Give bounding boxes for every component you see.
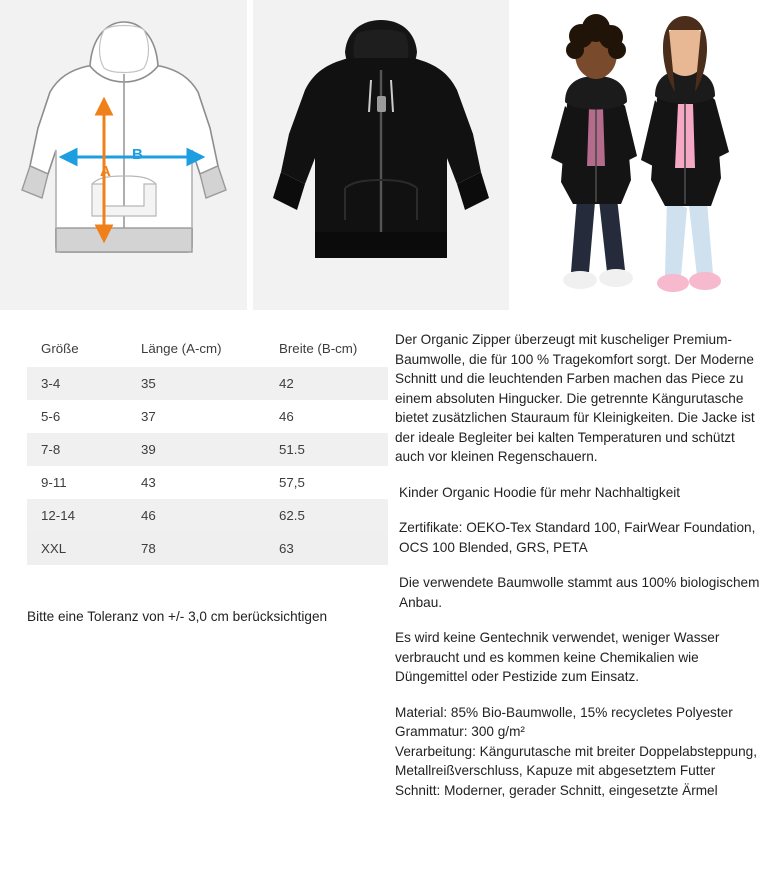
size-table-header-length: Länge (A-cm) xyxy=(127,330,265,367)
table-row xyxy=(27,466,388,499)
cell-length: 46 xyxy=(127,499,265,532)
table-row xyxy=(27,499,388,532)
size-table-header-size: Größe xyxy=(27,330,127,367)
product-photo-card xyxy=(253,0,509,310)
cell-width: 51.5 xyxy=(265,433,388,466)
description-intro: Der Organic Zipper überzeugt mit kuscheliger Premium-Baumwolle, die für 100 % Tragekomfort sorgt. Der Moderne Schnitt und die leuchtenden Farben machen das Piece zu einem absoluten Hingucker. Die getrennte Kängurutasche bietet zusätzlichen Stauraum für Kleinigkeiten. Die Jacke ist der ideale Begleiter bei kalten Temperaturen und schützt auch vor kleinen Regenschauern. xyxy=(395,332,755,464)
size-table-header-row xyxy=(27,330,388,367)
table-row xyxy=(27,367,388,400)
lifestyle-photo-card xyxy=(515,0,771,310)
table-row xyxy=(27,400,388,433)
cell-size: 12-14 xyxy=(27,499,127,532)
cell-width: 63 xyxy=(265,532,388,565)
description-grammage: Grammatur: 300 g/m² xyxy=(395,724,525,739)
cell-size: 9-11 xyxy=(27,466,127,499)
tolerance-note: Bitte eine Toleranz von +/- 3,0 cm berücksichtigen xyxy=(27,609,328,624)
black-zipper-hoodie-icon xyxy=(253,0,509,310)
product-details-section xyxy=(0,330,777,800)
product-image-strip xyxy=(0,0,777,310)
cell-size: XXL xyxy=(27,532,127,565)
table-row xyxy=(27,433,388,466)
measurement-diagram-card xyxy=(0,0,247,310)
cell-width: 57,5 xyxy=(265,466,388,499)
description-cut: Schnitt: Moderner, gerader Schnitt, eingesetzte Ärmel xyxy=(395,782,718,798)
cell-width: 46 xyxy=(265,400,388,433)
cell-length: 39 xyxy=(127,433,265,466)
kids-wearing-hoodies-icon xyxy=(515,0,771,310)
cell-width: 62.5 xyxy=(265,499,388,532)
size-table-header-width: Breite (B-cm) xyxy=(265,330,388,367)
description-processing: Verarbeitung: Kängurutasche mit breiter Doppelabsteppung, Metallreißverschluss, Kapuze mit abgesetztem Futter xyxy=(395,743,757,778)
cell-size: 3-4 xyxy=(27,367,127,400)
cell-length: 35 xyxy=(127,367,265,400)
description-material: Material: 85% Bio-Baumwolle, 15% recycletes Polyester xyxy=(395,704,733,720)
description-sustainability: Kinder Organic Hoodie für mehr Nachhaltigkeit xyxy=(399,484,681,500)
description-certificates: Zertifikate: OEKO-Tex Standard 100, FairWear Foundation, OCS 100 Blended, GRS, PETA xyxy=(399,520,756,555)
measurement-label-a: A xyxy=(100,163,111,180)
cell-length: 78 xyxy=(127,532,265,565)
size-table xyxy=(27,330,388,565)
cell-size: 5-6 xyxy=(27,400,127,433)
description-cotton: Die verwendete Baumwolle stammt aus 100% biologischem Anbau. xyxy=(399,575,760,610)
description-no-gmo: Es wird keine Gentechnik verwendet, weniger Wasser verbraucht und es kommen keine Chemikalien wie Düngemittel oder Pestizide zum Einsatz. xyxy=(395,630,720,684)
description-column xyxy=(395,330,777,800)
cell-size: 7-8 xyxy=(27,433,127,466)
cell-length: 43 xyxy=(127,466,265,499)
hoodie-measurement-diagram-icon xyxy=(0,0,247,310)
measurement-label-b: B xyxy=(132,146,143,163)
table-row xyxy=(27,532,388,565)
cell-width: 42 xyxy=(265,367,388,400)
size-table-column xyxy=(0,330,395,800)
cell-length: 37 xyxy=(127,400,265,433)
